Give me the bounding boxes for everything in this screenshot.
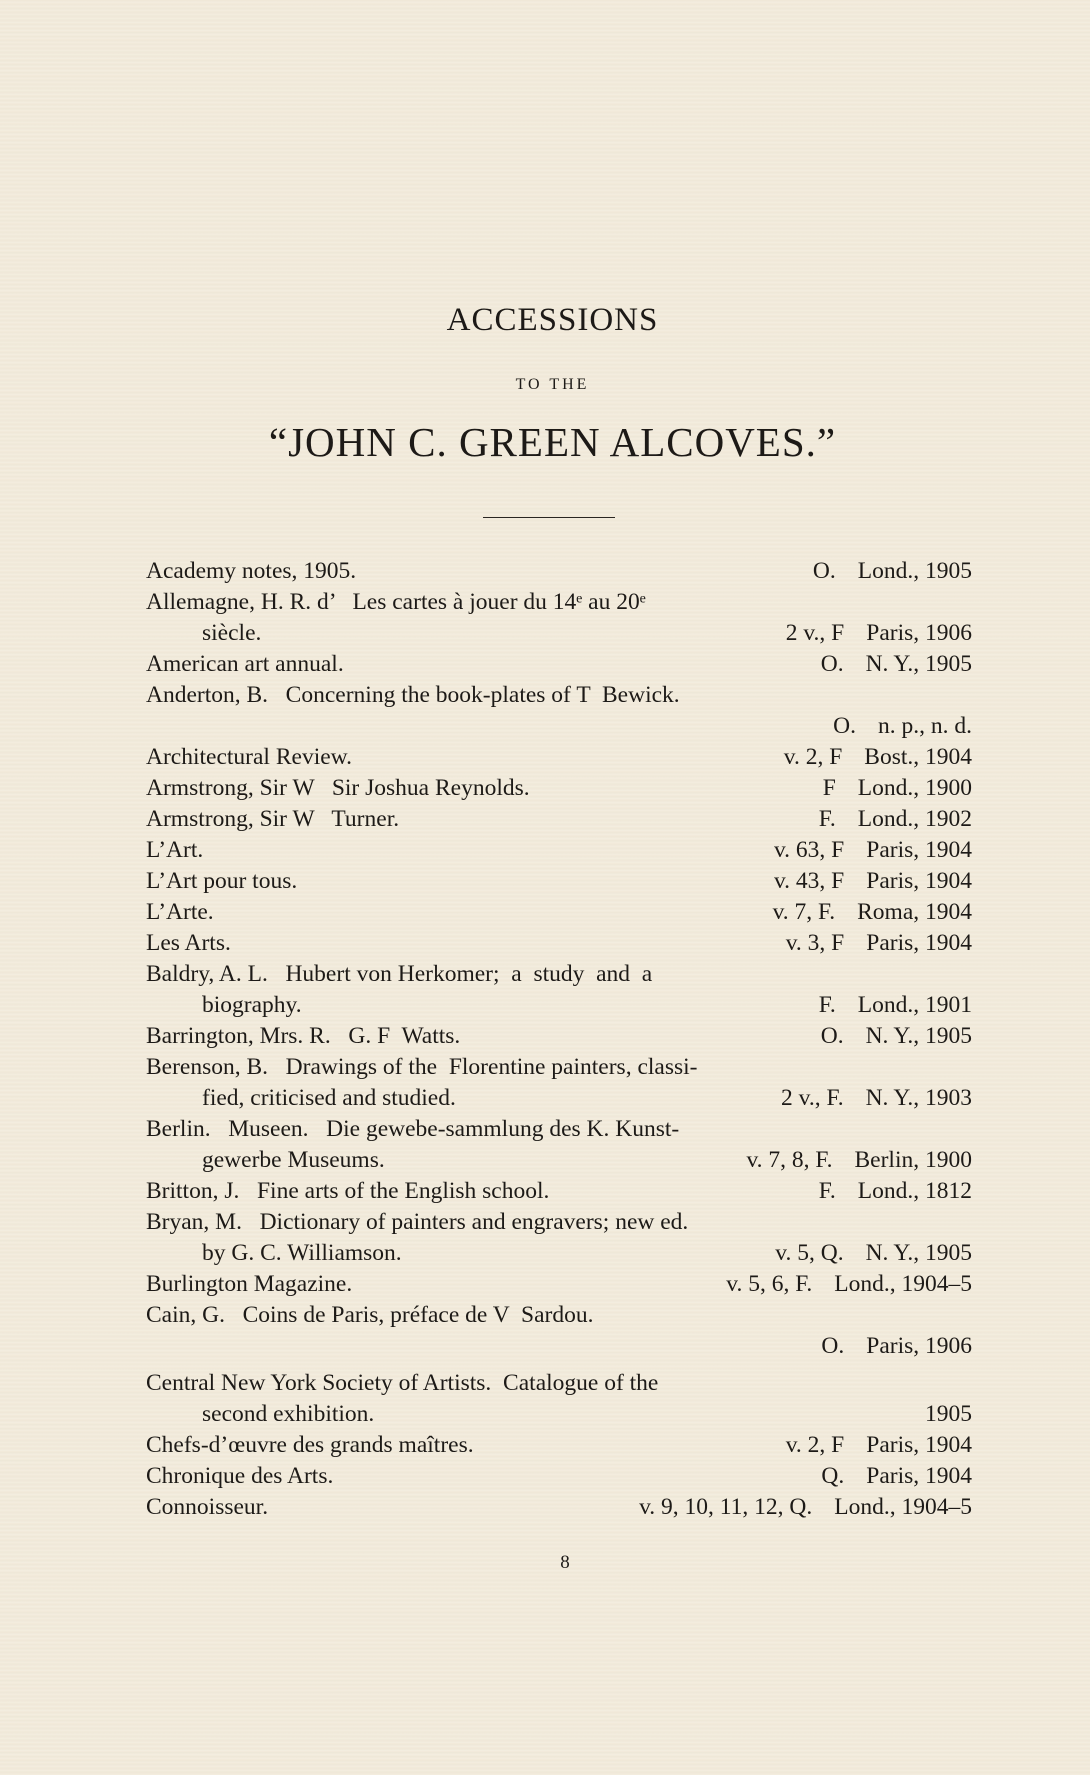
entry-imprint: [805, 804, 972, 835]
entry-text: second exhibition.: [202, 1401, 375, 1427]
entry-place-date: n. p., n. d.: [878, 713, 972, 739]
entry-format: v. 43, F: [773, 868, 845, 894]
entry-line: [146, 742, 972, 773]
entry-format: v. 2, F: [783, 744, 843, 770]
entry-place-date: Paris, 1904: [866, 868, 972, 894]
entry-text: biography.: [202, 992, 302, 1018]
entry-imprint: [958, 959, 972, 990]
entry-place-date: Lond., 1900: [857, 775, 972, 801]
entry-text: L’Art pour tous.: [146, 868, 298, 894]
entry-format: O.: [820, 651, 844, 677]
entry-imprint: [958, 680, 972, 711]
list-item: [146, 897, 972, 928]
entry-line: [146, 1021, 972, 1052]
list-item: [146, 1021, 972, 1052]
entry-imprint: [767, 1083, 972, 1114]
list-item: [146, 1492, 972, 1523]
entry-format: v. 7, 8, F.: [746, 1147, 833, 1173]
entry-text: Chefs-d’œuvre des grands maîtres.: [146, 1432, 474, 1458]
entry-format: v. 5, 6, F.: [726, 1271, 813, 1297]
list-item: [146, 556, 972, 587]
entry-text: L’Art.: [146, 837, 204, 863]
entry-continuation-line: [146, 990, 972, 1021]
entry-text: Central New York Society of Artists. Catalogue of the: [146, 1370, 659, 1396]
entry-line: [146, 1461, 972, 1492]
entry-imprint: [760, 835, 972, 866]
entry-imprint: [807, 649, 972, 680]
entry-imprint: [911, 1399, 972, 1430]
page-heading: “JOHN C. GREEN ALCOVES.”: [268, 419, 837, 465]
entry-place-date: N. Y., 1905: [865, 1023, 972, 1049]
entry-imprint: [772, 928, 972, 959]
entry-text: American art annual.: [146, 651, 344, 677]
divider-rule: [483, 517, 615, 518]
list-item: [146, 928, 972, 959]
entry-imprint: [761, 1238, 972, 1269]
entry-format: O.: [821, 1333, 845, 1359]
entry-imprint: [958, 587, 972, 618]
entry-place-date: Berlin, 1900: [854, 1147, 972, 1173]
page-number: 8: [560, 1552, 570, 1573]
list-item: [146, 587, 972, 649]
entry-continuation-line: [146, 1145, 972, 1176]
entry-place-date: Paris, 1906: [866, 620, 972, 646]
entry-place-date: Lond., 1901: [857, 992, 972, 1018]
list-item: [146, 866, 972, 897]
list-item: [146, 835, 972, 866]
entry-text: Academy notes, 1905.: [146, 558, 357, 584]
entry-place-date: N. Y., 1905: [865, 1240, 972, 1266]
entry-imprint: [625, 1492, 972, 1523]
entry-continuation-line: [146, 1331, 972, 1362]
list-item: [146, 1176, 972, 1207]
entry-imprint: [958, 1368, 972, 1399]
entry-imprint: [958, 1300, 972, 1331]
entry-line: [146, 897, 972, 928]
accessions-list: [146, 556, 972, 1523]
entry-place-date: Lond., 1904–5: [834, 1271, 972, 1297]
entry-format: F.: [818, 1178, 836, 1204]
entry-imprint: [807, 1331, 972, 1362]
entry-line: [146, 1492, 972, 1523]
entry-format: F: [822, 775, 836, 801]
entry-place-date: N. Y., 1905: [865, 651, 972, 677]
entry-continuation-line: [146, 1238, 972, 1269]
entry-imprint: [958, 1052, 972, 1083]
entry-imprint: [958, 1114, 972, 1145]
entry-line: [146, 866, 972, 897]
entry-place-date: Paris, 1904: [866, 930, 972, 956]
entry-place-date: Lond., 1902: [857, 806, 972, 832]
entry-format: O.: [820, 1023, 844, 1049]
entry-text: Anderton, B. Concerning the book-plates of T Bewick.: [146, 682, 680, 708]
entry-format: v. 63, F: [773, 837, 845, 863]
entry-place-date: N. Y., 1903: [865, 1085, 972, 1111]
entry-imprint: [819, 711, 972, 742]
entry-text: Chronique des Arts.: [146, 1463, 334, 1489]
list-item: [146, 959, 972, 1021]
entry-place-date: Paris, 1906: [866, 1333, 972, 1359]
entry-text: Les Arts.: [146, 930, 231, 956]
entry-imprint: [958, 1207, 972, 1238]
entry-text: siècle.: [202, 620, 262, 646]
entry-text: Bryan, M. Dictionary of painters and engravers; new ed.: [146, 1209, 689, 1235]
entry-text: Burlington Magazine.: [146, 1271, 353, 1297]
entry-text: fied, criticised and studied.: [202, 1085, 456, 1111]
entry-line: [146, 1052, 972, 1083]
entry-imprint: [807, 1021, 972, 1052]
entry-format: 2 v., F: [785, 620, 845, 646]
entry-continuation-line: [146, 618, 972, 649]
entry-place-date: 1905: [925, 1401, 972, 1427]
entry-place-date: Paris, 1904: [866, 1432, 972, 1458]
entry-imprint: [772, 1430, 972, 1461]
entry-format: 2 v., F.: [781, 1085, 844, 1111]
entry-place-date: Bost., 1904: [864, 744, 972, 770]
entry-place-date: Paris, 1904: [866, 1463, 972, 1489]
entry-line: [146, 1176, 972, 1207]
entry-line: [146, 773, 972, 804]
entry-format: v. 3, F: [785, 930, 845, 956]
list-item: [146, 1430, 972, 1461]
entry-line: [146, 959, 972, 990]
list-item: [146, 1368, 972, 1430]
entry-format: v. 5, Q.: [775, 1240, 844, 1266]
entry-text: Armstrong, Sir W Sir Joshua Reynolds.: [146, 775, 530, 801]
entry-line: [146, 804, 972, 835]
entry-imprint: [805, 990, 972, 1021]
entry-line: [146, 556, 972, 587]
list-item: [146, 1269, 972, 1300]
list-item: [146, 1300, 972, 1362]
entry-text: by G. C. Williamson.: [202, 1240, 402, 1266]
entry-place-date: Paris, 1904: [866, 837, 972, 863]
entry-place-date: Lond., 1812: [857, 1178, 972, 1204]
entry-place-date: Lond., 1904–5: [834, 1494, 972, 1520]
entry-continuation-line: [146, 1083, 972, 1114]
entry-line: [146, 928, 972, 959]
entry-text: gewerbe Museums.: [202, 1147, 385, 1173]
entry-imprint: [712, 1269, 972, 1300]
entry-continuation-line: [146, 711, 972, 742]
entry-format: Q.: [821, 1463, 845, 1489]
entry-text: Architectural Review.: [146, 744, 352, 770]
entry-line: [146, 1114, 972, 1145]
entry-text: Connoisseur.: [146, 1494, 269, 1520]
entry-line: [146, 587, 972, 618]
entry-line: [146, 1269, 972, 1300]
entry-format: O.: [833, 713, 856, 739]
entry-format: v. 2, F: [785, 1432, 845, 1458]
entry-line: [146, 680, 972, 711]
entry-text: L’Arte.: [146, 899, 214, 925]
entry-line: [146, 649, 972, 680]
entry-continuation-line: [146, 1399, 972, 1430]
entry-imprint: [805, 1176, 972, 1207]
entry-format: v. 9, 10, 11, 12, Q.: [639, 1494, 813, 1520]
entry-imprint: [799, 556, 972, 587]
page-title: ACCESSIONS: [446, 302, 659, 338]
page-subtitle: TO THE: [515, 376, 590, 393]
entry-line: [146, 1368, 972, 1399]
entry-imprint: [732, 1145, 972, 1176]
list-item: [146, 1052, 972, 1114]
entry-place-date: Lond., 1905: [857, 558, 972, 584]
entry-text: Cain, G. Coins de Paris, préface de V Sardou.: [146, 1302, 594, 1328]
entry-line: [146, 1300, 972, 1331]
entry-imprint: [807, 1461, 972, 1492]
entry-imprint: [759, 897, 972, 928]
entry-format: O.: [812, 558, 836, 584]
entry-format: F.: [818, 806, 836, 832]
entry-format: F.: [818, 992, 836, 1018]
list-item: [146, 804, 972, 835]
entry-imprint: [760, 866, 972, 897]
entry-line: [146, 835, 972, 866]
entry-text: Berlin. Museen. Die gewebe-sammlung des K. Kunst-: [146, 1116, 680, 1142]
list-item: [146, 1207, 972, 1269]
entry-format: v. 7, F.: [772, 899, 836, 925]
entry-text: Berenson, B. Drawings of the Florentine painters, classi-: [146, 1054, 698, 1080]
entry-text: Britton, J. Fine arts of the English school.: [146, 1178, 550, 1204]
entry-line: [146, 1207, 972, 1238]
list-item: [146, 773, 972, 804]
list-item: [146, 680, 972, 742]
list-item: [146, 1461, 972, 1492]
entry-imprint: [770, 742, 972, 773]
entry-text: Armstrong, Sir W Turner.: [146, 806, 400, 832]
list-item: [146, 649, 972, 680]
list-item: [146, 1114, 972, 1176]
entry-imprint: [809, 773, 972, 804]
entry-imprint: [772, 618, 972, 649]
entry-text: Barrington, Mrs. R. G. F Watts.: [146, 1023, 461, 1049]
list-item: [146, 742, 972, 773]
entry-place-date: Roma, 1904: [857, 899, 972, 925]
entry-text: Allemagne, H. R. d’ Les cartes à jouer du 14ᵉ au 20ᵉ: [146, 589, 646, 615]
entry-line: [146, 1430, 972, 1461]
entry-text: Baldry, A. L. Hubert von Herkomer; a study and a: [146, 961, 653, 987]
